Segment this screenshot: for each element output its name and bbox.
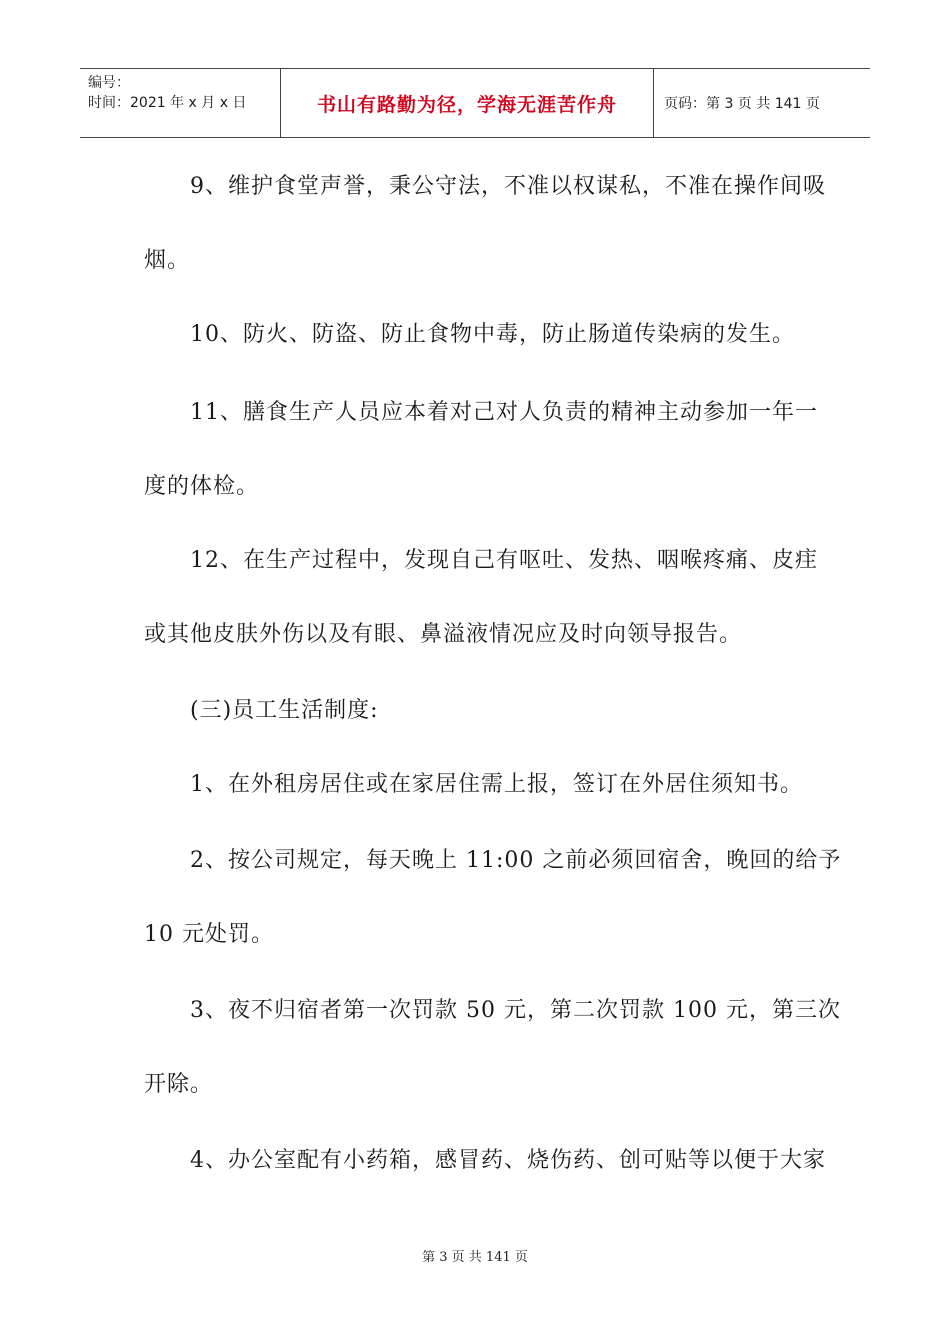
header-motto: 书山有路勤为径，学海无涯苦作舟 <box>281 69 654 137</box>
body-line-14: 4、办公室配有小药箱，感冒药、烧伤药、创可贴等以便于大家 <box>190 1148 826 1173</box>
body-line-9: 1、在外租房居住或在家居住需上报，签订在外居住须知书。 <box>190 772 803 797</box>
page-footer: 第 3 页 共 141 页 <box>422 1250 528 1265</box>
header-page-info: 页码：第 3 页 共 141 页 <box>664 96 820 112</box>
body-line-12: 3、夜不归宿者第一次罚款 50 元，第二次罚款 100 元，第三次 <box>190 998 841 1023</box>
body-line-2: 烟。 <box>144 248 191 273</box>
body-line-13: 开除。 <box>144 1072 214 1097</box>
body-line-7: 或其他皮肤外伤以及有眼、鼻溢液情况应及时向领导报告。 <box>144 622 743 647</box>
document-number: 编号： <box>88 75 130 91</box>
body-line-4: 11、膳食生产人员应本着对己对人负责的精神主动参加一年一 <box>190 400 818 425</box>
body-line-6: 12、在生产过程中，发现自己有呕吐、发热、咽喉疼痛、皮疰 <box>190 548 818 573</box>
page-header <box>80 68 870 138</box>
body-line-5: 度的体检。 <box>144 474 260 499</box>
header-meta <box>80 69 281 137</box>
document-date: 时间：2021 年 x 月 x 日 <box>88 95 247 111</box>
body-line-1: 9、维护食堂声誉，秉公守法，不准以权谋私，不准在操作间吸 <box>190 174 826 199</box>
section-heading: (三)员工生活制度: <box>190 698 379 723</box>
body-line-11: 10 元处罚。 <box>144 922 274 947</box>
body-line-3: 10、防火、防盗、防止食物中毒，防止肠道传染病的发生。 <box>190 322 795 347</box>
body-line-10: 2、按公司规定，每天晚上 11:00 之前必须回宿舍，晚回的给予 <box>190 848 842 873</box>
